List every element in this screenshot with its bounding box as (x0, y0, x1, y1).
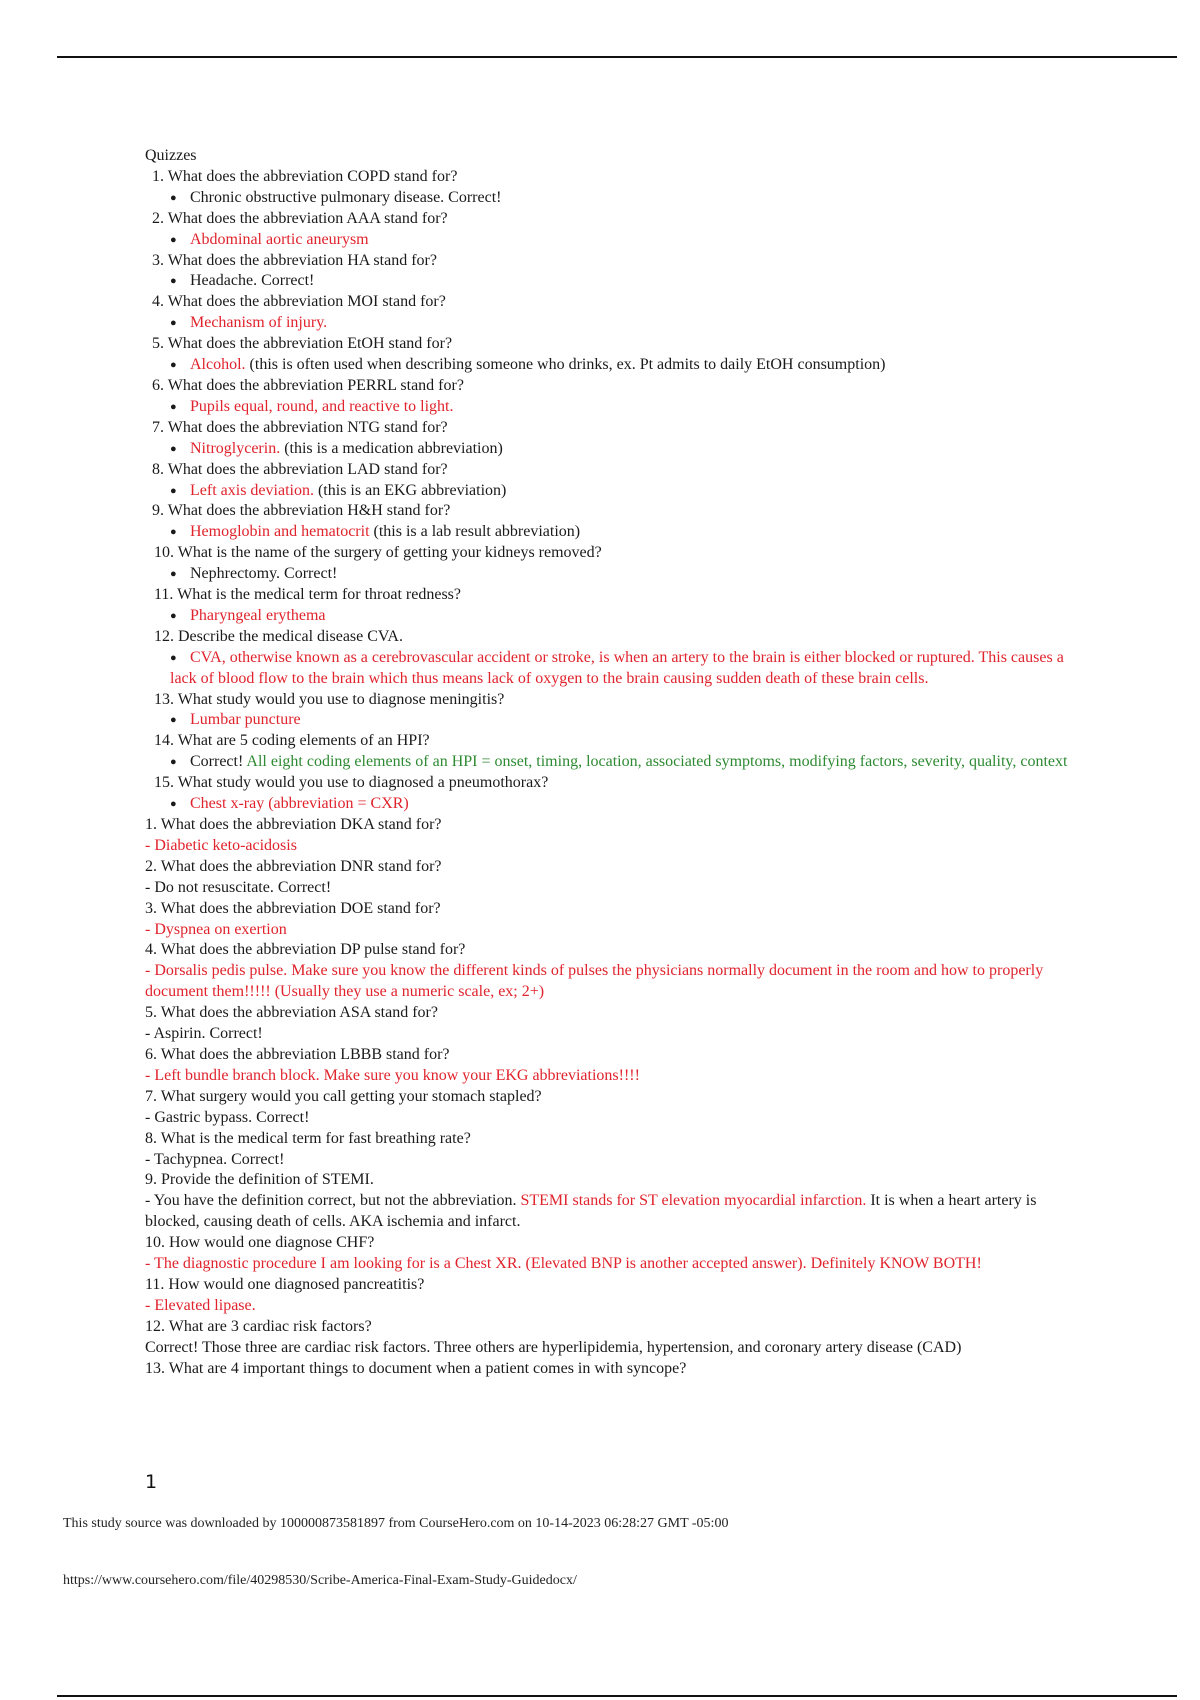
line-text: (this is a lab result abbreviation) (369, 523, 581, 541)
line-text: 13. What study would you use to diagnose meningitis? (154, 690, 505, 708)
bullet-icon: ● (170, 359, 177, 372)
document-body (145, 146, 1085, 1379)
line-text: 10. What is the name of the surgery of getting your kidneys removed? (154, 544, 602, 562)
quiz-line (145, 1191, 1085, 1233)
bullet-icon: ● (170, 609, 177, 622)
line-text: 11. How would one diagnosed pancreatitis? (145, 1275, 425, 1293)
quiz-line (145, 1045, 1085, 1066)
question-line (145, 731, 1085, 752)
quiz-line (145, 1108, 1085, 1129)
line-text: 2. What does the abbreviation DNR stand for? (145, 857, 442, 875)
line-text: - The diagnostic procedure I am looking for is a Chest XR. (Elevated BNP is another accepted answer). Definitely KNOW BOTH! (145, 1255, 982, 1273)
bullet-icon: ● (170, 714, 177, 727)
line-text: 7. What does the abbreviation NTG stand for? (152, 418, 448, 436)
line-text: 14. What are 5 coding elements of an HPI? (154, 732, 430, 750)
question-line (145, 334, 1085, 355)
line-text: - Gastric bypass. Correct! (145, 1108, 310, 1126)
line-text: - You have the definition correct, but not the abbreviation. (145, 1192, 521, 1210)
line-text: 3. What does the abbreviation DOE stand for? (145, 899, 441, 917)
footer-source: This study source was downloaded by 100000873581897 from CourseHero.com on 10-14-2023 06:28:27 GMT -05:00 (63, 1516, 729, 1531)
line-text: 5. What does the abbreviation ASA stand for? (145, 1004, 438, 1022)
quiz-line (145, 1296, 1085, 1317)
answer-bullet (145, 271, 1085, 292)
line-text: 3. What does the abbreviation HA stand for? (152, 251, 437, 269)
quiz-line (145, 1170, 1085, 1191)
quiz-line (145, 1066, 1085, 1087)
quiz-line (145, 899, 1085, 920)
line-text: (this is an EKG abbreviation) (313, 481, 507, 499)
quiz-line (145, 836, 1085, 857)
question-line (145, 292, 1085, 313)
line-text: Abdominal aortic aneurysm (190, 230, 369, 248)
line-text: 6. What does the abbreviation LBBB stand for? (145, 1045, 450, 1063)
question-line (145, 460, 1085, 481)
bullet-icon: ● (170, 798, 177, 811)
question-line (145, 167, 1085, 188)
page-number: 1 (145, 1471, 158, 1493)
question-line (145, 627, 1085, 648)
footer-url: https://www.coursehero.com/file/40298530/Scribe-America-Final-Exam-Study-Guidedocx/ (63, 1573, 577, 1588)
bullet-icon: ● (170, 191, 177, 204)
line-text: Headache. Correct! (190, 272, 315, 290)
bottom-rule (57, 1695, 1177, 1697)
line-text: Nephrectomy. Correct! (190, 565, 338, 583)
line-text: - Do not resuscitate. Correct! (145, 878, 332, 896)
line-text: Pupils equal, round, and reactive to light. (190, 397, 454, 415)
line-text: Pharyngeal erythema (190, 606, 326, 624)
question-line (145, 501, 1085, 522)
bullet-icon: ● (170, 756, 177, 769)
answer-bullet (145, 564, 1085, 585)
line-text: (this is often used when describing someone who drinks, ex. Pt admits to daily EtOH consumption) (245, 356, 886, 374)
answer-bullet (145, 606, 1085, 627)
line-text: - Tachypnea. Correct! (145, 1150, 285, 1168)
bullet-icon: ● (170, 400, 177, 413)
quiz-lines (145, 167, 1085, 1380)
quiz-line (145, 1087, 1085, 1108)
quiz-line (145, 940, 1085, 961)
document-title: Quizzes (145, 147, 197, 164)
quiz-line (145, 1233, 1085, 1254)
quiz-line (145, 1024, 1085, 1045)
line-text: - Dorsalis pedis pulse. Make sure you know the different kinds of pulses the physicians normally document in the room and how to properly document them!!!!! (Usually they use a numeric scale, ex; 2+) (145, 962, 1044, 1001)
quiz-line (145, 1129, 1085, 1150)
line-text: Lumbar puncture (190, 711, 301, 729)
line-text: 8. What is the medical term for fast breathing rate? (145, 1129, 471, 1147)
question-line (145, 376, 1085, 397)
line-text: 8. What does the abbreviation LAD stand for? (152, 460, 448, 478)
question-line (145, 585, 1085, 606)
line-text: Mechanism of injury. (190, 314, 328, 332)
quiz-line (145, 1317, 1085, 1338)
answer-bullet (145, 230, 1085, 251)
answer-bullet (145, 710, 1085, 731)
answer-bullet (145, 648, 1085, 690)
answer-bullet (145, 188, 1085, 209)
line-text: Chronic obstructive pulmonary disease. Correct! (190, 188, 502, 206)
line-text: 12. Describe the medical disease CVA. (154, 627, 403, 645)
answer-bullet (145, 522, 1085, 543)
top-rule (57, 56, 1177, 58)
line-text: 9. What does the abbreviation H&H stand for? (152, 502, 451, 520)
line-text: STEMI stands for ST elevation myocardial infarction. (520, 1192, 867, 1210)
line-text: 7. What surgery would you call getting your stomach stapled? (145, 1087, 542, 1105)
bullet-icon: ● (170, 317, 177, 330)
answer-bullet (145, 313, 1085, 334)
bullet-icon: ● (170, 275, 177, 288)
line-text: 6. What does the abbreviation PERRL stand for? (152, 376, 464, 394)
quiz-line (145, 1338, 1085, 1359)
quiz-line (145, 1254, 1085, 1275)
line-text: 5. What does the abbreviation EtOH stand for? (152, 335, 453, 353)
line-text: 1. What does the abbreviation COPD stand for? (152, 167, 458, 185)
bullet-icon: ● (170, 526, 177, 539)
bullet-icon: ● (170, 233, 177, 246)
line-text: 11. What is the medical term for throat redness? (154, 586, 462, 604)
line-text: - Dyspnea on exertion (145, 920, 287, 938)
line-text: Left axis deviation. (190, 481, 314, 499)
line-text: - Elevated lipase. (145, 1296, 256, 1314)
answer-bullet (145, 752, 1085, 773)
line-text: 15. What study would you use to diagnosed a pneumothorax? (154, 774, 549, 792)
quiz-line (145, 1275, 1085, 1296)
line-text: 10. How would one diagnose CHF? (145, 1234, 375, 1252)
line-text: - Left bundle branch block. Make sure you know your EKG abbreviations!!!! (145, 1066, 640, 1084)
bullet-icon: ● (170, 568, 177, 581)
answer-bullet (145, 794, 1085, 815)
line-text: 12. What are 3 cardiac risk factors? (145, 1317, 372, 1335)
quiz-line (145, 1150, 1085, 1171)
quiz-line (145, 1003, 1085, 1024)
line-text: 1. What does the abbreviation DKA stand for? (145, 816, 442, 833)
question-line (145, 251, 1085, 272)
line-text: 4. What does the abbreviation MOI stand for? (152, 293, 446, 311)
line-text: - Aspirin. Correct! (145, 1025, 263, 1043)
question-line (145, 773, 1085, 794)
quiz-line (145, 920, 1085, 941)
line-text: 2. What does the abbreviation AAA stand for? (152, 209, 448, 227)
bullet-icon: ● (170, 651, 177, 664)
line-text: 4. What does the abbreviation DP pulse stand for? (145, 941, 466, 959)
line-text: It is when a heart artery is blocked, causing death of cells. AKA ischemia and infarct. (145, 1192, 1037, 1231)
quiz-line (145, 1359, 1085, 1380)
quiz-line (145, 961, 1085, 1003)
question-line (145, 543, 1085, 564)
question-line (145, 690, 1085, 711)
answer-bullet (145, 439, 1085, 460)
line-text: - Diabetic keto-acidosis (145, 836, 297, 854)
line-text: Chest x-ray (abbreviation = CXR) (190, 795, 409, 813)
quiz-line (145, 878, 1085, 899)
question-line (145, 209, 1085, 230)
line-text: Correct! (190, 753, 247, 771)
line-text: 9. Provide the definition of STEMI. (145, 1171, 374, 1189)
line-text: Alcohol. (190, 356, 246, 374)
line-text: 13. What are 4 important things to document when a patient comes in with syncope? (145, 1359, 687, 1377)
quiz-line (145, 815, 1085, 836)
answer-bullet (145, 355, 1085, 376)
answer-bullet (145, 397, 1085, 418)
bullet-icon: ● (170, 484, 177, 497)
answer-bullet (145, 481, 1085, 502)
line-text: (this is a medication abbreviation) (280, 439, 503, 457)
line-text: Hemoglobin and hematocrit (190, 523, 370, 541)
bullet-icon: ● (170, 442, 177, 455)
line-text: Correct! Those three are cardiac risk factors. Three others are hyperlipidemia, hypertension, and coronary artery disease (CAD) (145, 1338, 962, 1356)
quiz-line (145, 857, 1085, 878)
line-text: All eight coding elements of an HPI = onset, timing, location, associated symptoms, modifying factors, severity, quality, context (246, 753, 1068, 771)
line-text: Nitroglycerin. (190, 439, 281, 457)
line-text: CVA, otherwise known as a cerebrovascular accident or stroke, is when an artery to the brain is either blocked or ruptured. This causes a lack of blood flow to the brain which thus means lack of oxygen to the brain causing sudden death of these brain cells. (170, 648, 1064, 687)
question-line (145, 418, 1085, 439)
